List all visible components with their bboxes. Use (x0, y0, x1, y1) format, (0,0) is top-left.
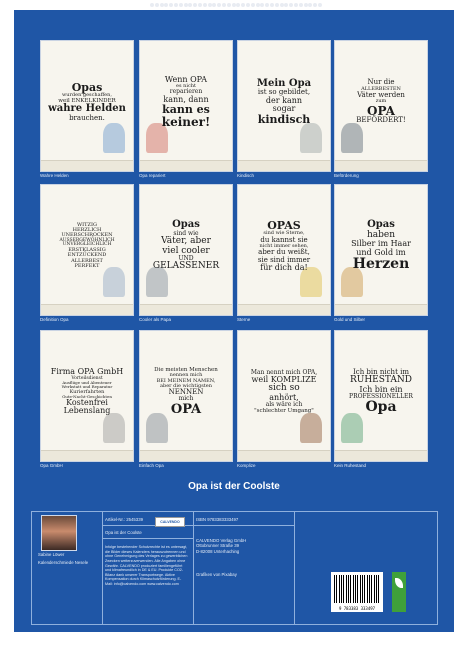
quote-line: Man nennt mich OPA, (250, 368, 318, 376)
binding-hole (160, 3, 164, 7)
month-quote (339, 47, 423, 157)
month-caption: Opa repariert (139, 173, 166, 178)
quote-line: HERZLICH (72, 227, 102, 234)
month-quote (339, 337, 423, 447)
binding-hole (241, 3, 245, 7)
quote-line: BEI MEINEM NAMEN, (156, 377, 216, 384)
month-quote (339, 191, 423, 301)
quote-line: Mein Opa (256, 77, 312, 89)
binding-hole (164, 3, 168, 7)
calvendo-logo: CALVENDO (155, 517, 185, 527)
quote-line: aber du weißt, (258, 248, 310, 257)
binding-hole (184, 3, 188, 7)
quote-line: der kann (265, 95, 303, 105)
month-quote (242, 191, 326, 301)
binding-hole (150, 3, 154, 7)
quote-line: Väter werden (357, 91, 405, 100)
quote-line: ALLERBESTEN (361, 85, 401, 92)
month-thumbnail (237, 40, 331, 172)
quote-line: nicht immer sehen, (259, 242, 309, 249)
calendar-date-strip (238, 304, 330, 315)
month-caption: Sterne (237, 317, 251, 322)
binding-hole (280, 3, 284, 7)
panel-divider (102, 512, 103, 624)
month-quote (144, 191, 228, 301)
quote-line: sich so (268, 383, 300, 394)
quote-line: Nur die (367, 78, 395, 87)
quote-line: Opas (71, 80, 103, 94)
quote-line: kindisch (257, 112, 311, 126)
quote-line: sind wie (173, 229, 199, 237)
binding-hole (155, 3, 159, 7)
month-thumbnail (139, 184, 233, 316)
quote-line: nennen mich (169, 372, 203, 379)
calendar-title: Opa ist der Coolste (188, 481, 280, 492)
quote-line: kann, dann (163, 94, 209, 104)
binding-hole (251, 3, 255, 7)
quote-line: Ich bin nicht im (353, 367, 409, 376)
quote-line: für dich da! (260, 262, 308, 272)
month-caption: Wahre Helden (40, 173, 69, 178)
quote-line: Kostenfrei (66, 398, 108, 408)
quote-line: mich (178, 395, 194, 403)
article-title: Opa ist der Coolste (105, 530, 142, 535)
binding-hole (188, 3, 192, 7)
quote-line: Silber im Haar (351, 239, 411, 249)
calendar-date-strip (41, 160, 133, 171)
quote-line: Gute-Nacht-Geschichten (62, 393, 112, 399)
barcode-bars (334, 575, 380, 603)
calendar-date-strip (335, 304, 427, 315)
quote-line: Opas (172, 219, 200, 231)
month-thumbnail (139, 330, 233, 462)
binding-hole (208, 3, 212, 7)
quote-line: reparieren (169, 88, 203, 96)
calendar-date-strip (41, 304, 133, 315)
month-quote (144, 47, 228, 157)
quote-line: sogar (272, 104, 296, 114)
legal-notice: Infolge bestehender Schutzrechte ist es untersagt, die Bilder dieses Kalenders herauszutrennen und ohne Genehmigung des Verlages zu gewerblichen Zwecken weiterzuverwenden. Alle Angaben ohne Gewähr. CALVENDO produziert familiengeführt und klimafreundlich in DE & EU. Produkte CO2-Bilanz dank unserer Transportwege. Aktive Kompensation durch Klimaschutzförderung. E-Mail: info@calvendo.com www.calvendo.com (105, 545, 188, 586)
binding-hole (256, 3, 260, 7)
quote-line: RUHESTAND (349, 375, 413, 386)
month-thumbnail (139, 40, 233, 172)
quote-line: aber die wichtigsten (160, 382, 212, 389)
calendar-date-strip (238, 160, 330, 171)
barcode (331, 572, 383, 612)
quote-line: WITZIG (77, 221, 97, 228)
binding-hole (227, 3, 231, 7)
quote-line: Kurierfahrten (69, 388, 105, 395)
leaf-icon (395, 578, 403, 588)
quote-line: sind wie Sterne, (263, 230, 305, 237)
quote-line: BEFÖRDERT! (356, 116, 406, 125)
calendar-date-strip (335, 160, 427, 171)
quote-line: Herzen (352, 256, 410, 273)
month-caption: Kindisch (237, 173, 255, 178)
binding-hole (169, 3, 173, 7)
quote-line: PROFESSIONELLER (349, 393, 413, 401)
month-caption: Gold und Silber (334, 317, 366, 322)
binding-hole (284, 3, 288, 7)
binding-hole (265, 3, 269, 7)
month-thumbnail (334, 40, 428, 172)
eco-label-icon (392, 572, 406, 612)
month-caption: Definition Opa (40, 317, 69, 322)
graphics-credit: Grafiken von Pixabay (196, 572, 237, 577)
quote-line: sie sind immer (257, 255, 311, 264)
binding-hole (299, 3, 303, 7)
binding-hole (275, 3, 279, 7)
panel-divider (294, 512, 295, 624)
binding-hole (318, 3, 322, 7)
binding-hole (304, 3, 308, 7)
quote-line: Firma OPA GmbH (50, 367, 124, 377)
month-thumbnail (334, 330, 428, 462)
quote-line: Opa (365, 399, 397, 416)
binding-hole (203, 3, 207, 7)
month-quote (45, 191, 129, 301)
quote-line: Väter, aber (161, 236, 211, 247)
binding-hole (193, 3, 197, 7)
quote-line: wahre Helden (48, 103, 126, 115)
quote-line: GELASSENER (152, 261, 220, 272)
author-name: Sabine Löwer (38, 552, 65, 557)
quote-line: "schlechter Umgang" (254, 407, 314, 414)
binding-hole (270, 3, 274, 7)
isbn: ISBN 9783383333497 (196, 517, 239, 522)
barcode-number: 9 783383 333497 (338, 606, 376, 611)
calendar-date-strip (140, 304, 232, 315)
quote-line: PERFEKT (74, 262, 100, 269)
quote-line: Vorteilsdienst (71, 375, 103, 381)
quote-line: Wenn OPA (164, 74, 208, 84)
panel-divider (103, 538, 193, 539)
binding-hole (212, 3, 216, 7)
quote-line: ENTZÜCKEND (67, 252, 107, 259)
quote-line: haben (366, 229, 396, 240)
quote-line: weil KOMPLIZE (251, 375, 317, 384)
calendar-date-strip (41, 450, 133, 461)
quote-line: zum (375, 98, 387, 105)
article-number: Artikel-Nr.: 2545339 (105, 517, 143, 522)
binding-hole (179, 3, 183, 7)
quote-line: anhört, (269, 392, 299, 402)
quote-line: keiner! (161, 114, 211, 129)
month-thumbnail (237, 330, 331, 462)
quote-line: weil ENKELKINDER (58, 97, 116, 104)
quote-line: Lebenslang (63, 406, 111, 416)
month-quote (242, 337, 326, 447)
quote-line: kann es (162, 103, 210, 117)
quote-line: NENNEN (168, 388, 204, 397)
panel-divider (194, 525, 294, 526)
publisher-address: CALVENDO Verlag GmbH Ottobrunner Straße 39 D-82008 Unterhaching (196, 538, 247, 554)
binding-hole (198, 3, 202, 7)
binding-hole (222, 3, 226, 7)
month-thumbnail (40, 40, 134, 172)
calendar-date-strip (238, 450, 330, 461)
month-thumbnail (334, 184, 428, 316)
calendar-date-strip (335, 450, 427, 461)
quote-line: UND (178, 254, 194, 262)
quote-line: Opas (367, 219, 395, 231)
quote-line: Ich bin ein (359, 384, 403, 394)
month-caption: Komplize (237, 463, 256, 468)
quote-line: es nicht (176, 83, 196, 90)
binding-hole (246, 3, 250, 7)
quote-line: du kannst sie (260, 235, 308, 244)
author-photo (41, 515, 77, 551)
quote-line: viel cooler (162, 245, 210, 256)
binding-hole (232, 3, 236, 7)
quote-line: OPAS (267, 218, 301, 232)
panel-divider (193, 512, 194, 624)
quote-line: OPA (367, 103, 395, 118)
binding-hole (236, 3, 240, 7)
binding-hole (174, 3, 178, 7)
month-quote (45, 47, 129, 157)
quote-line: und Gold im (356, 247, 406, 257)
quote-line: Die meisten Menschen (154, 366, 218, 373)
month-caption: Beförderung (334, 173, 359, 178)
quote-line: OPA (170, 401, 202, 417)
quote-line: ERSTKLASSIG (68, 247, 106, 254)
month-thumbnail (40, 184, 134, 316)
quote-line: Werkstatt und Reparatur (61, 384, 113, 390)
month-thumbnail (40, 330, 134, 462)
month-caption: Kein Ruhestand (334, 463, 367, 468)
quote-line: ist so gebildet, (257, 88, 311, 97)
month-quote (144, 337, 228, 447)
quote-line: Ausflüge und Abenteuer (62, 380, 112, 386)
author-role: Kalenderschmiede Nesele (38, 560, 89, 565)
quote-line: UNERSCHROCKEN (61, 232, 113, 239)
quote-line: AUSSERGEWÖHNLICH (59, 237, 115, 243)
quote-line: als wäre ich (265, 401, 303, 409)
quote-line: brauchen. (69, 113, 105, 122)
month-caption: Cooler als Papa (139, 317, 172, 322)
month-thumbnail (237, 184, 331, 316)
binding-hole (308, 3, 312, 7)
month-caption: Opa GmbH (40, 463, 63, 468)
binding-hole (313, 3, 317, 7)
quote-line: UNVERGLEICHLICH (62, 242, 112, 248)
quote-line: ALLERBEST (71, 257, 103, 264)
binding-hole (289, 3, 293, 7)
month-quote (242, 47, 326, 157)
binding-hole (260, 3, 264, 7)
quote-line: wurden geschaffen, (62, 92, 112, 99)
calendar-date-strip (140, 450, 232, 461)
calendar-date-strip (140, 160, 232, 171)
binding-hole (217, 3, 221, 7)
month-quote (45, 337, 129, 447)
month-caption: Einfach Opa (139, 463, 164, 468)
binding-hole (294, 3, 298, 7)
